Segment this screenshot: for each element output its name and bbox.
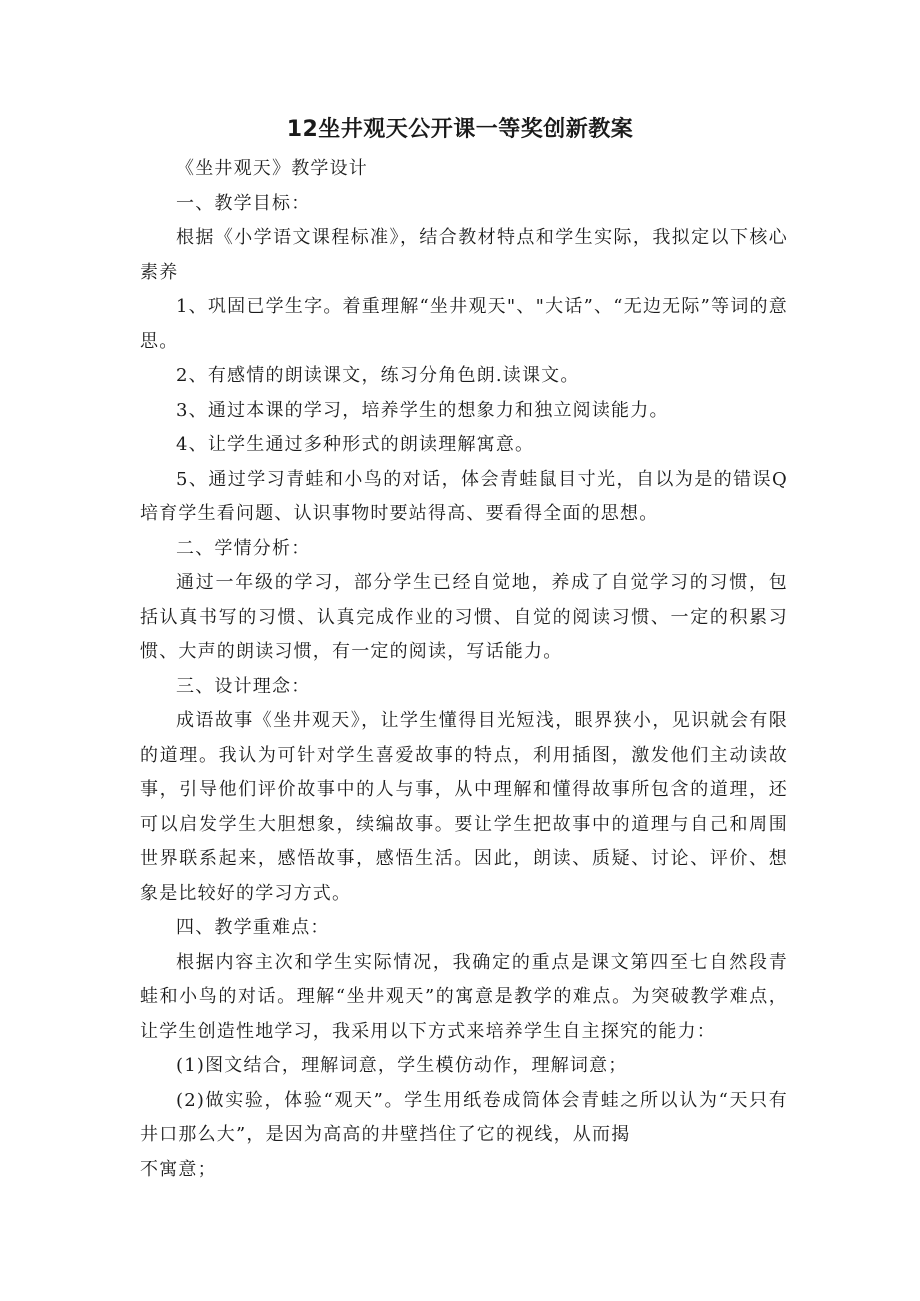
goals-heading: 一、教学目标：: [176, 192, 311, 214]
method-1: (1)图文结合，理解词意，学生模仿动作，理解词意；: [176, 1055, 628, 1076]
subtitle: 《坐井观天》教学设计: [176, 158, 368, 179]
analysis-text: 通过一年级的学习，部分学生已经自觉地，养成了自觉学习的习惯，包括认真书写的习惯、认真完成作业的习惯、自觉的阅读习惯、一定的积累习惯、大声的朗读习惯，有一定的阅读，写话能力。: [140, 572, 788, 662]
goal-1: 1、巩固已学生字。着重理解“坐井观天"、"大话”、“无边无际”等词的意思。: [140, 296, 788, 352]
document-body: [140, 152, 788, 1187]
method-2: (2)做实验，体验“观天”。学生用纸卷成筒体会青蛙之所以认为“天只有井口那么大”，是因为高高的井壁挡住了它的视线，从而揭: [140, 1089, 788, 1145]
key-heading: 四、教学重难点：: [176, 917, 330, 938]
document-title: 12坐井观天公开课一等奖创新教案: [286, 117, 634, 142]
goal-4: 4、让学生通过多种形式的朗读理解寓意。: [176, 434, 535, 455]
goals-intro: 根据《小学语文课程标准》，结合教材特点和学生实际，我拟定以下核心素养: [140, 227, 788, 283]
goal-3: 3、通过本课的学习，培养学生的想象力和独立阅读能力。: [176, 399, 669, 421]
goal-2: 2、有感情的朗读课文，练习分角色朗.读课文。: [176, 365, 580, 386]
concept-heading: 三、设计理念：: [176, 675, 311, 697]
goal-5: 5、通过学习青蛙和小鸟的对话，体会青蛙鼠目寸光，自以为是的错误Q培育学生看问题、认识事物时要站得高、要看得全面的思想。: [140, 468, 788, 524]
concept-text: 成语故事《坐井观天》，让学生懂得目光短浅，眼界狭小，见识就会有限的道理。我认为可针对学生喜爱故事的特点，利用插图，激发他们主动读故事，引导他们评价故事中的人与事，从中理解和懂得故事所包含的道理，还可以启发学生大胆想象，续编故事。要让学生把故事中的道理与自己和周围世界联系起来，感悟故事，感悟生活。因此，朗读、质疑、讨论、评价、想象是比较好的学习方式。: [140, 710, 788, 904]
method-2-tail: 不寓意；: [140, 1158, 217, 1180]
analysis-heading: 二、学情分析：: [176, 537, 311, 559]
key-text: 根据内容主次和学生实际情况，我确定的重点是课文第四至七自然段青蛙和小鸟的对话。理解“坐井观天”的寓意是教学的难点。为突破教学难点，让学生创造性地学习，我采用以下方式来培养学生自主探究的能力：: [140, 951, 788, 1042]
